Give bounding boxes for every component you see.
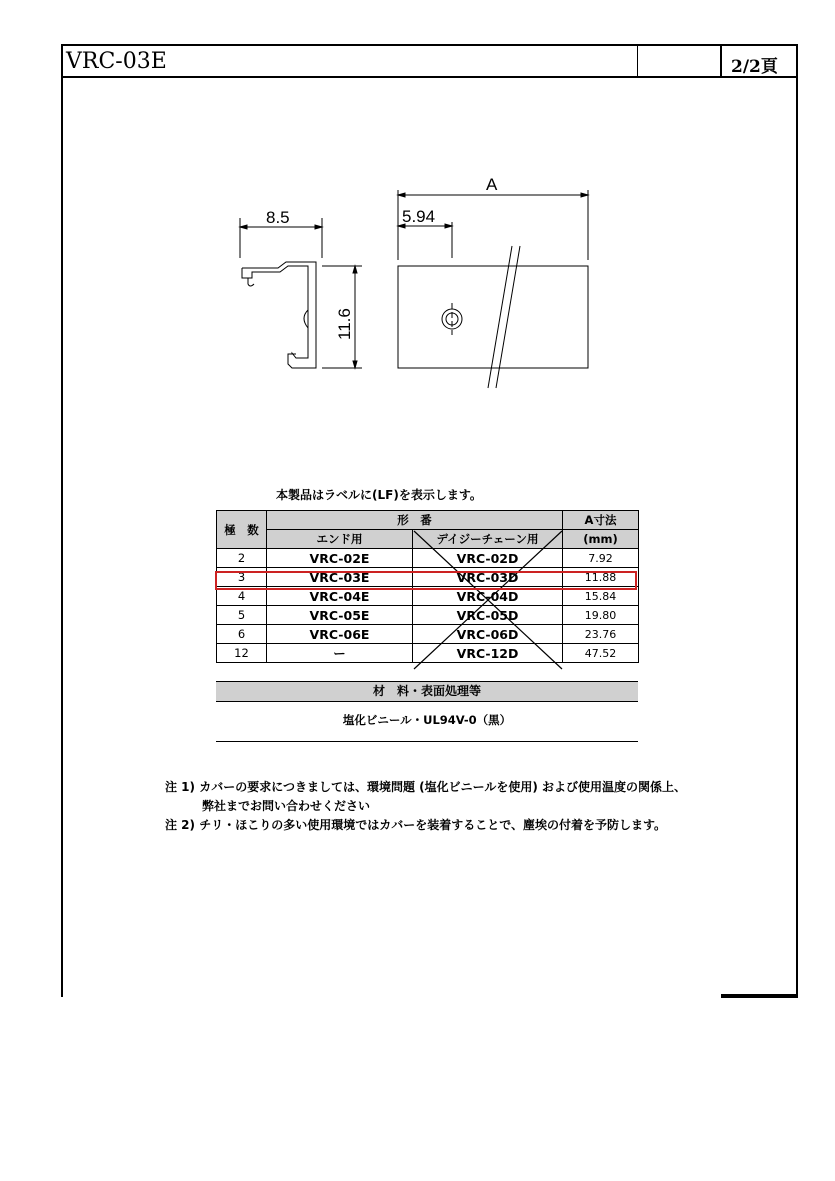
a-dim-cell: 23.76: [563, 625, 639, 644]
daisy-model-cell: VRC-03D: [413, 568, 563, 587]
daisy-model-cell: VRC-05D: [413, 606, 563, 625]
end-model-cell: VRC-05E: [267, 606, 413, 625]
page-number: 2/2頁: [731, 57, 778, 77]
daisy-model-cell: VRC-02D: [413, 549, 563, 568]
col-daisy-header: デイジーチェーン用: [413, 530, 563, 549]
document-title: VRC-03E: [66, 49, 167, 74]
dim-hole-offset: 5.94: [402, 207, 436, 226]
col-a-unit: (mm): [563, 530, 639, 549]
material-value: 塩化ビニール・UL94V-0（黒）: [342, 713, 512, 727]
frame-left-border: [61, 44, 63, 997]
end-model-cell: VRC-06E: [267, 625, 413, 644]
daisy-model-cell: VRC-12D: [413, 644, 563, 663]
a-dim-cell: 7.92: [563, 549, 639, 568]
technical-drawing: [230, 170, 610, 410]
note-1-line-2: 弊社までお問い合わせください: [202, 799, 371, 813]
dim-height: 11.6: [335, 308, 354, 340]
selected-row-highlight: [215, 571, 637, 590]
frame-bottom-mark: [721, 994, 798, 998]
label-notice: 本製品はラベルに(LF)を表示します。: [276, 488, 482, 502]
poles-cell: 6: [217, 625, 267, 644]
col-a-header: A寸法: [563, 511, 639, 530]
dim-total-length: A: [486, 175, 498, 194]
daisy-model-cell: VRC-04D: [413, 587, 563, 606]
end-model-cell: VRC-03E: [267, 568, 413, 587]
a-dim-cell: 15.84: [563, 587, 639, 606]
dim-side-width: 8.5: [266, 208, 290, 227]
header-cell-divider: [720, 44, 722, 77]
header-cell-divider: [637, 44, 638, 77]
notes-block: [165, 778, 686, 835]
daisy-model-cell: VRC-06D: [413, 625, 563, 644]
a-dim-cell: 47.52: [563, 644, 639, 663]
end-model-cell: ー: [267, 644, 413, 663]
end-model-cell: VRC-04E: [267, 587, 413, 606]
poles-cell: 2: [217, 549, 267, 568]
poles-cell: 4: [217, 587, 267, 606]
col-end-header: エンド用: [267, 530, 413, 549]
material-heading: 材 料・表面処理等: [216, 681, 638, 702]
poles-cell: 12: [217, 644, 267, 663]
poles-cell: 3: [217, 568, 267, 587]
frame-top-border: [61, 44, 798, 46]
daisy-column-cross-out: [412, 529, 564, 671]
frame-right-border: [796, 44, 798, 998]
material-divider: [216, 741, 638, 742]
col-model-header: 形 番: [267, 511, 563, 530]
note-1-line-1: 注 1) カバーの要求につきましては、環境問題 (塩化ビニールを使用) および使用温度の関係上、: [165, 780, 687, 794]
a-dim-cell: 11.88: [563, 568, 639, 587]
end-model-cell: VRC-02E: [267, 549, 413, 568]
a-dim-cell: 19.80: [563, 606, 639, 625]
col-poles-header: 極 数: [217, 511, 267, 549]
header-divider: [61, 76, 798, 78]
poles-cell: 5: [217, 606, 267, 625]
note-2: 注 2) チリ・ほこりの多い使用環境ではカバーを装着することで、塵埃の付着を予防します。: [165, 818, 666, 832]
